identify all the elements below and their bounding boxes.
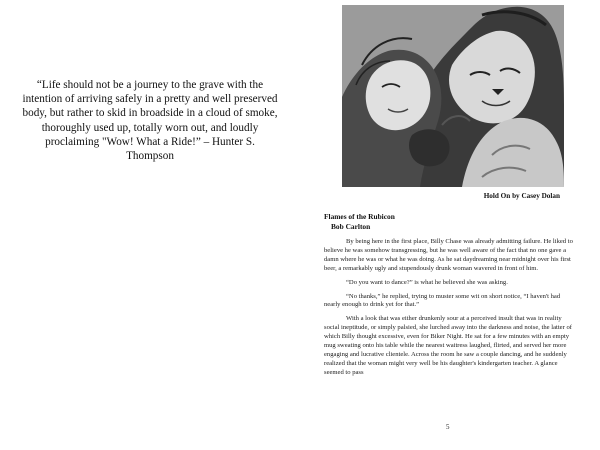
story-title: Flames of the Rubicon bbox=[324, 212, 395, 221]
paragraph: By being here in the first place, Billy Chase was already admitting failure. He liked to believe he was somehow transgressing, but he was well aware of the fact that no one gave a damn where he was or what he was doing. As he sat daydreaming near midnight over his first beer, a remarkably ugly and stupendously drunk woman wavered in front of him. bbox=[324, 238, 573, 272]
right-page bbox=[300, 0, 600, 450]
paragraph: “No thanks,” he replied, trying to muster some wit on short notice, “I haven't had nearly enough to drink yet for that.” bbox=[324, 292, 561, 309]
illustration-hold-on bbox=[342, 5, 564, 187]
epigraph-quote: “Life should not be a journey to the grave with the intention of arriving safely in a pretty and well preserved body, but rather to skid in broadside in a cloud of smoke, thoroughly used up, totally worn out, and loudly proclaiming "Wow! What a Ride!” – Hunter S. Thompson bbox=[22, 79, 278, 163]
story-body bbox=[324, 238, 574, 383]
paragraph: With a look that was either drunkenly sour at a perceived insult that was in reality social ineptitude, or simply palsied, she lurched away into the darkness and noise, the latter of which Billy thought excessive, even for Biker Night. He sat for a few minutes with an empty mug sweating onto his table while the nearest waitress laughed, flirted, and served her more engaging and lucrative clientele. Across the room he saw a couple dancing, and he suddenly realized that the woman might very well be his daughter's kindergarten teacher. A glance seemed to pass bbox=[324, 315, 572, 376]
page-number: 5 bbox=[446, 423, 450, 431]
story-author: Bob Carlton bbox=[331, 222, 371, 231]
paragraph: “Do you want to dance?” is what he believed she was asking. bbox=[346, 278, 508, 286]
illustration-drawing bbox=[342, 5, 564, 187]
illustration-caption: Hold On by Casey Dolan bbox=[483, 192, 560, 200]
